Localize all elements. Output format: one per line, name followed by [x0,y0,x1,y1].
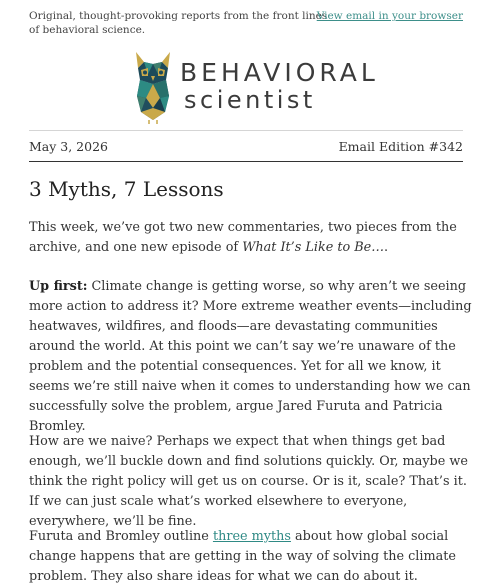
up-first-text: Climate change is getting worse, so why aren’t we seeing more action to address it? More extreme weather events—including heatwaves, wildfires, and floods—are devastating communities around the world. At this point we can’t say we’re unaware of the problem and the potential consequences. Yet for all we know, it seems we’re still naive when it comes to understanding how we can successfully solve the problem, argue Jared Furuta and Patricia Bromley. [29,279,472,434]
owl-logo-icon [132,48,174,124]
outline-before: Furuta and Bromley outline [29,529,213,544]
intro-text: This week, we’ve got two new commentaries, two pieces from the archive, and one new episode of [29,220,457,255]
intro-paragraph [29,218,479,258]
podcast-title: What It’s Like to Be… [242,240,385,255]
issue-date: May 3, 2026 [29,139,108,154]
up-first-label: Up first: [29,279,88,294]
logo-wordmark-scientist: scientist [184,86,316,114]
dateline-bar [29,130,463,162]
three-myths-link[interactable]: three myths [212,529,291,544]
preheader-text: Original, thought-provoking reports from the front lines of behavioral science. [29,10,328,36]
outline-after: about how global social change happens that are getting in the way of solving the climate problem. They also share ideas for what we can do about it. [29,529,456,584]
naive-paragraph: How are we naive? Perhaps we expect that when things get bad enough, we’ll buckle down and find solutions quickly. Or, maybe we think the right policy will get us on course. Or is it, scale? That’s it. If we can just scale what’s worked elsewhere to everyone, everywhere, we’ll be fine. [29,434,468,529]
logo-wordmark-behavioral: BEHAVIORAL [180,58,379,87]
view-in-browser-link[interactable]: View email in your browser [316,10,463,22]
edition-number: Email Edition #342 [338,139,463,154]
outline-paragraph [29,527,479,587]
up-first-paragraph [29,277,479,437]
behavioral-scientist-logo[interactable] [132,48,382,124]
email-headline: 3 Myths, 7 Lessons [29,177,224,201]
intro-end: . [384,240,389,255]
